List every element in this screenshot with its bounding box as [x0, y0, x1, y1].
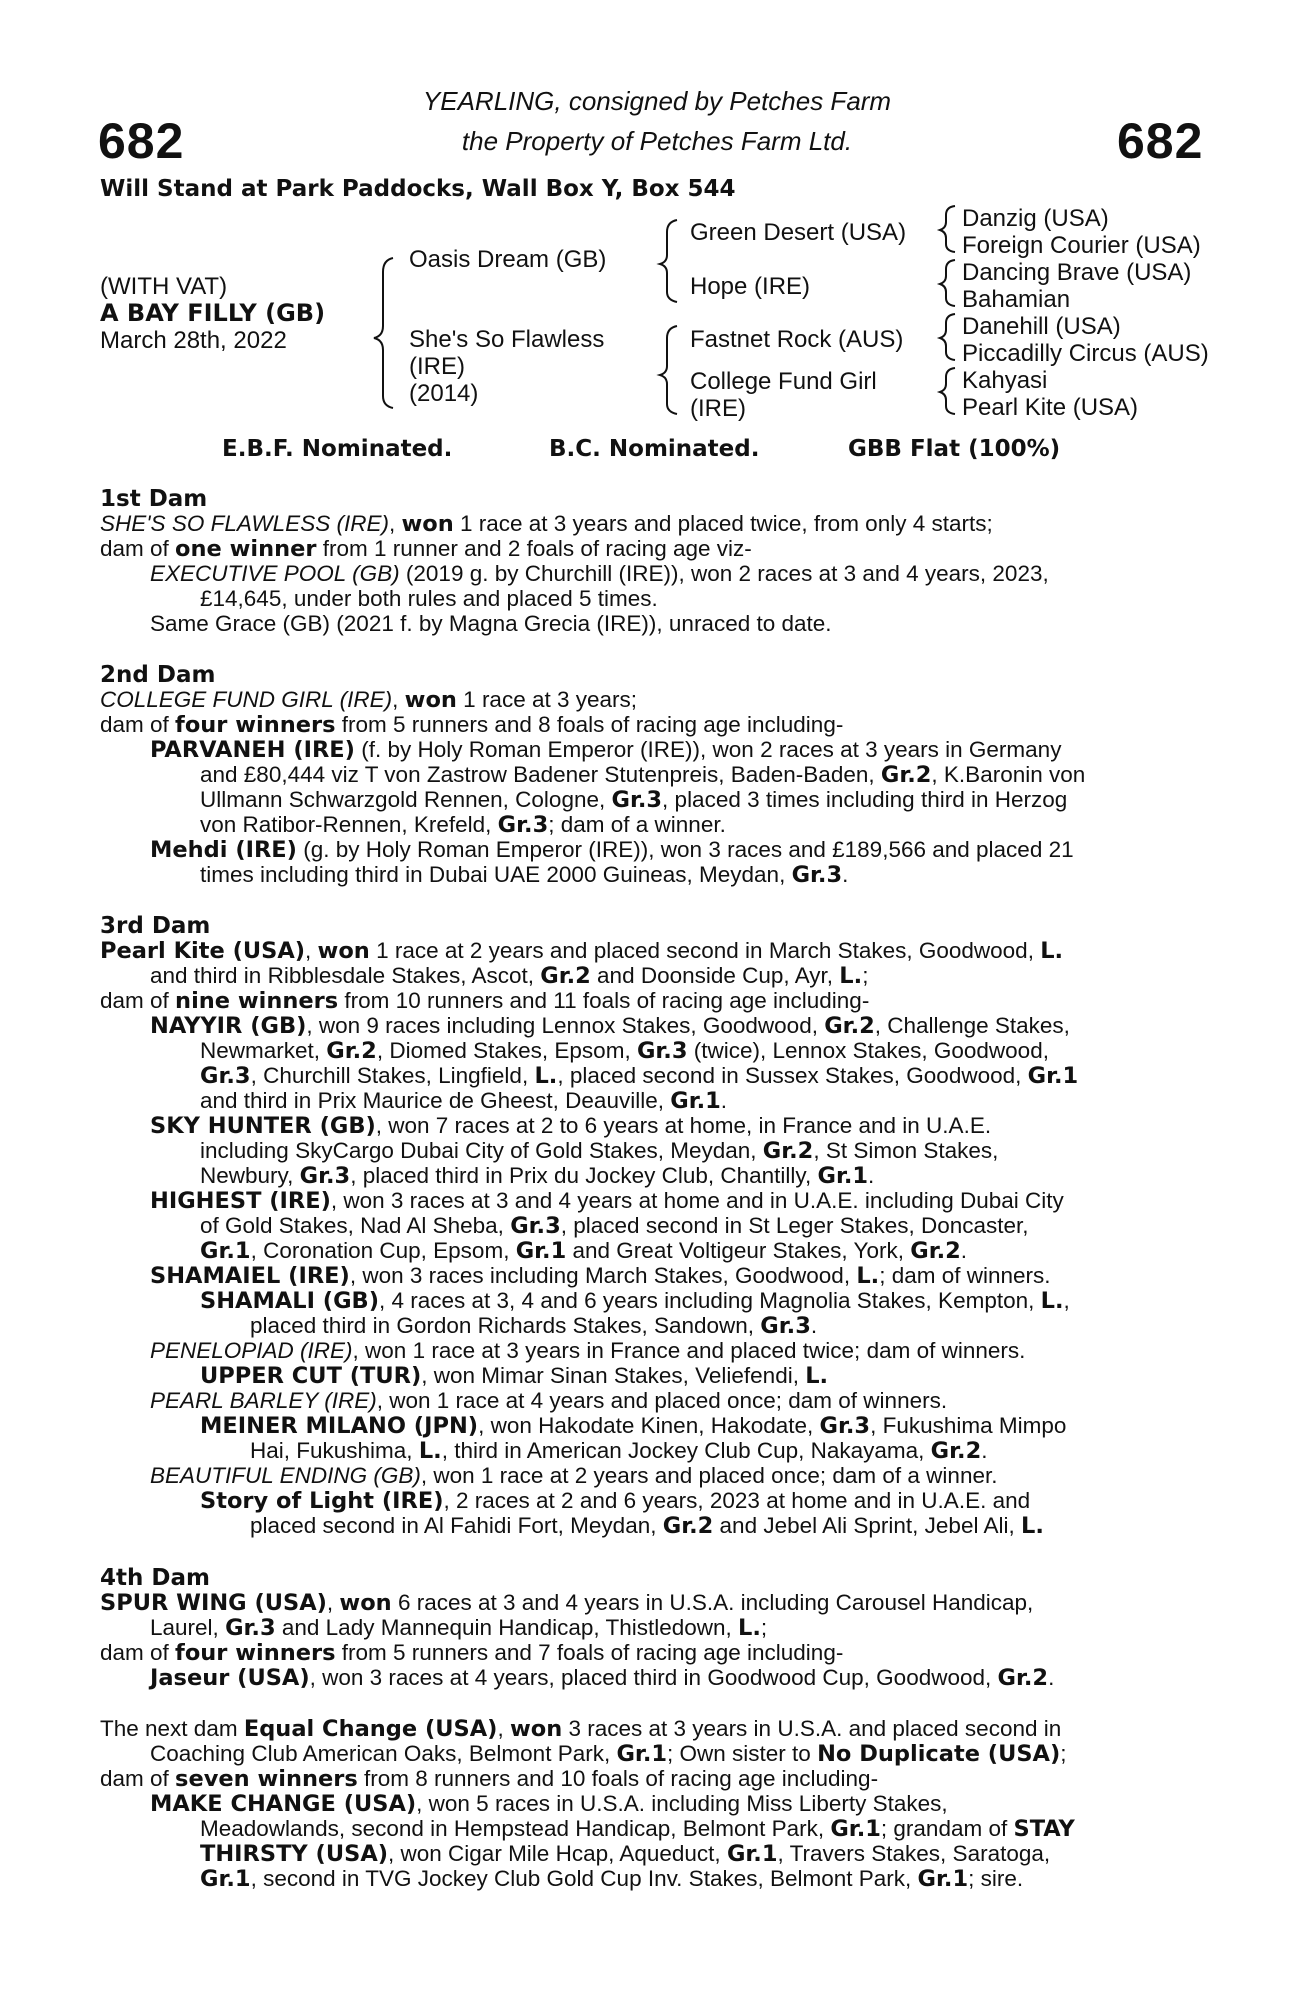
dam-name-line1: She's So Flawless [409, 326, 605, 353]
gen3-name: Kahyasi [962, 367, 1048, 394]
dam-dam-name-line1: College Fund Girl [690, 368, 877, 395]
sire-name: Oasis Dream (GB) [409, 246, 607, 273]
dam-dam-name-line2: (IRE) [690, 395, 746, 422]
gen3-name: Foreign Courier (USA) [962, 232, 1201, 259]
section-heading-1st-dam: 1st Dam [100, 486, 208, 512]
stabling-line: Will Stand at Park Paddocks, Wall Box Y, Box 544 [100, 176, 736, 202]
consignor-line: YEARLING, consigned by Petches Farm [422, 86, 892, 116]
property-line: the Property of Petches Farm Ltd. [461, 126, 853, 156]
section-heading-2nd-dam: 2nd Dam [100, 662, 216, 688]
gen3-name: Danehill (USA) [962, 313, 1121, 340]
horse-name: A BAY FILLY (GB) [100, 299, 326, 327]
gen3-name: Pearl Kite (USA) [962, 394, 1139, 421]
lot-number-left: 682 [98, 113, 185, 169]
ebf-nomination: E.B.F. Nominated. [222, 436, 453, 462]
dam-name-line3: (2014) [409, 380, 479, 407]
pedigree-brackets [0, 0, 1314, 440]
gen3-name: Danzig (USA) [962, 205, 1109, 232]
dam-name-line2: (IRE) [409, 353, 465, 380]
section-heading-3rd-dam: 3rd Dam [100, 913, 211, 939]
foaling-date: March 28th, 2022 [100, 327, 287, 354]
sire-dam-name: Hope (IRE) [690, 273, 811, 300]
dam-sire-name: Fastnet Rock (AUS) [690, 326, 904, 353]
sire-sire-name: Green Desert (USA) [690, 219, 907, 246]
gbb-flat: GBB Flat (100%) [848, 436, 1061, 462]
gen3-name: Piccadilly Circus (AUS) [962, 340, 1209, 367]
lot-number-right: 682 [1117, 113, 1204, 169]
vat-note: (WITH VAT) [100, 273, 228, 300]
bc-nomination: B.C. Nominated. [549, 436, 760, 462]
section-heading-4th-dam: 4th Dam [100, 1565, 210, 1591]
gen3-name: Dancing Brave (USA) [962, 259, 1192, 286]
gen3-name: Bahamian [962, 286, 1071, 313]
